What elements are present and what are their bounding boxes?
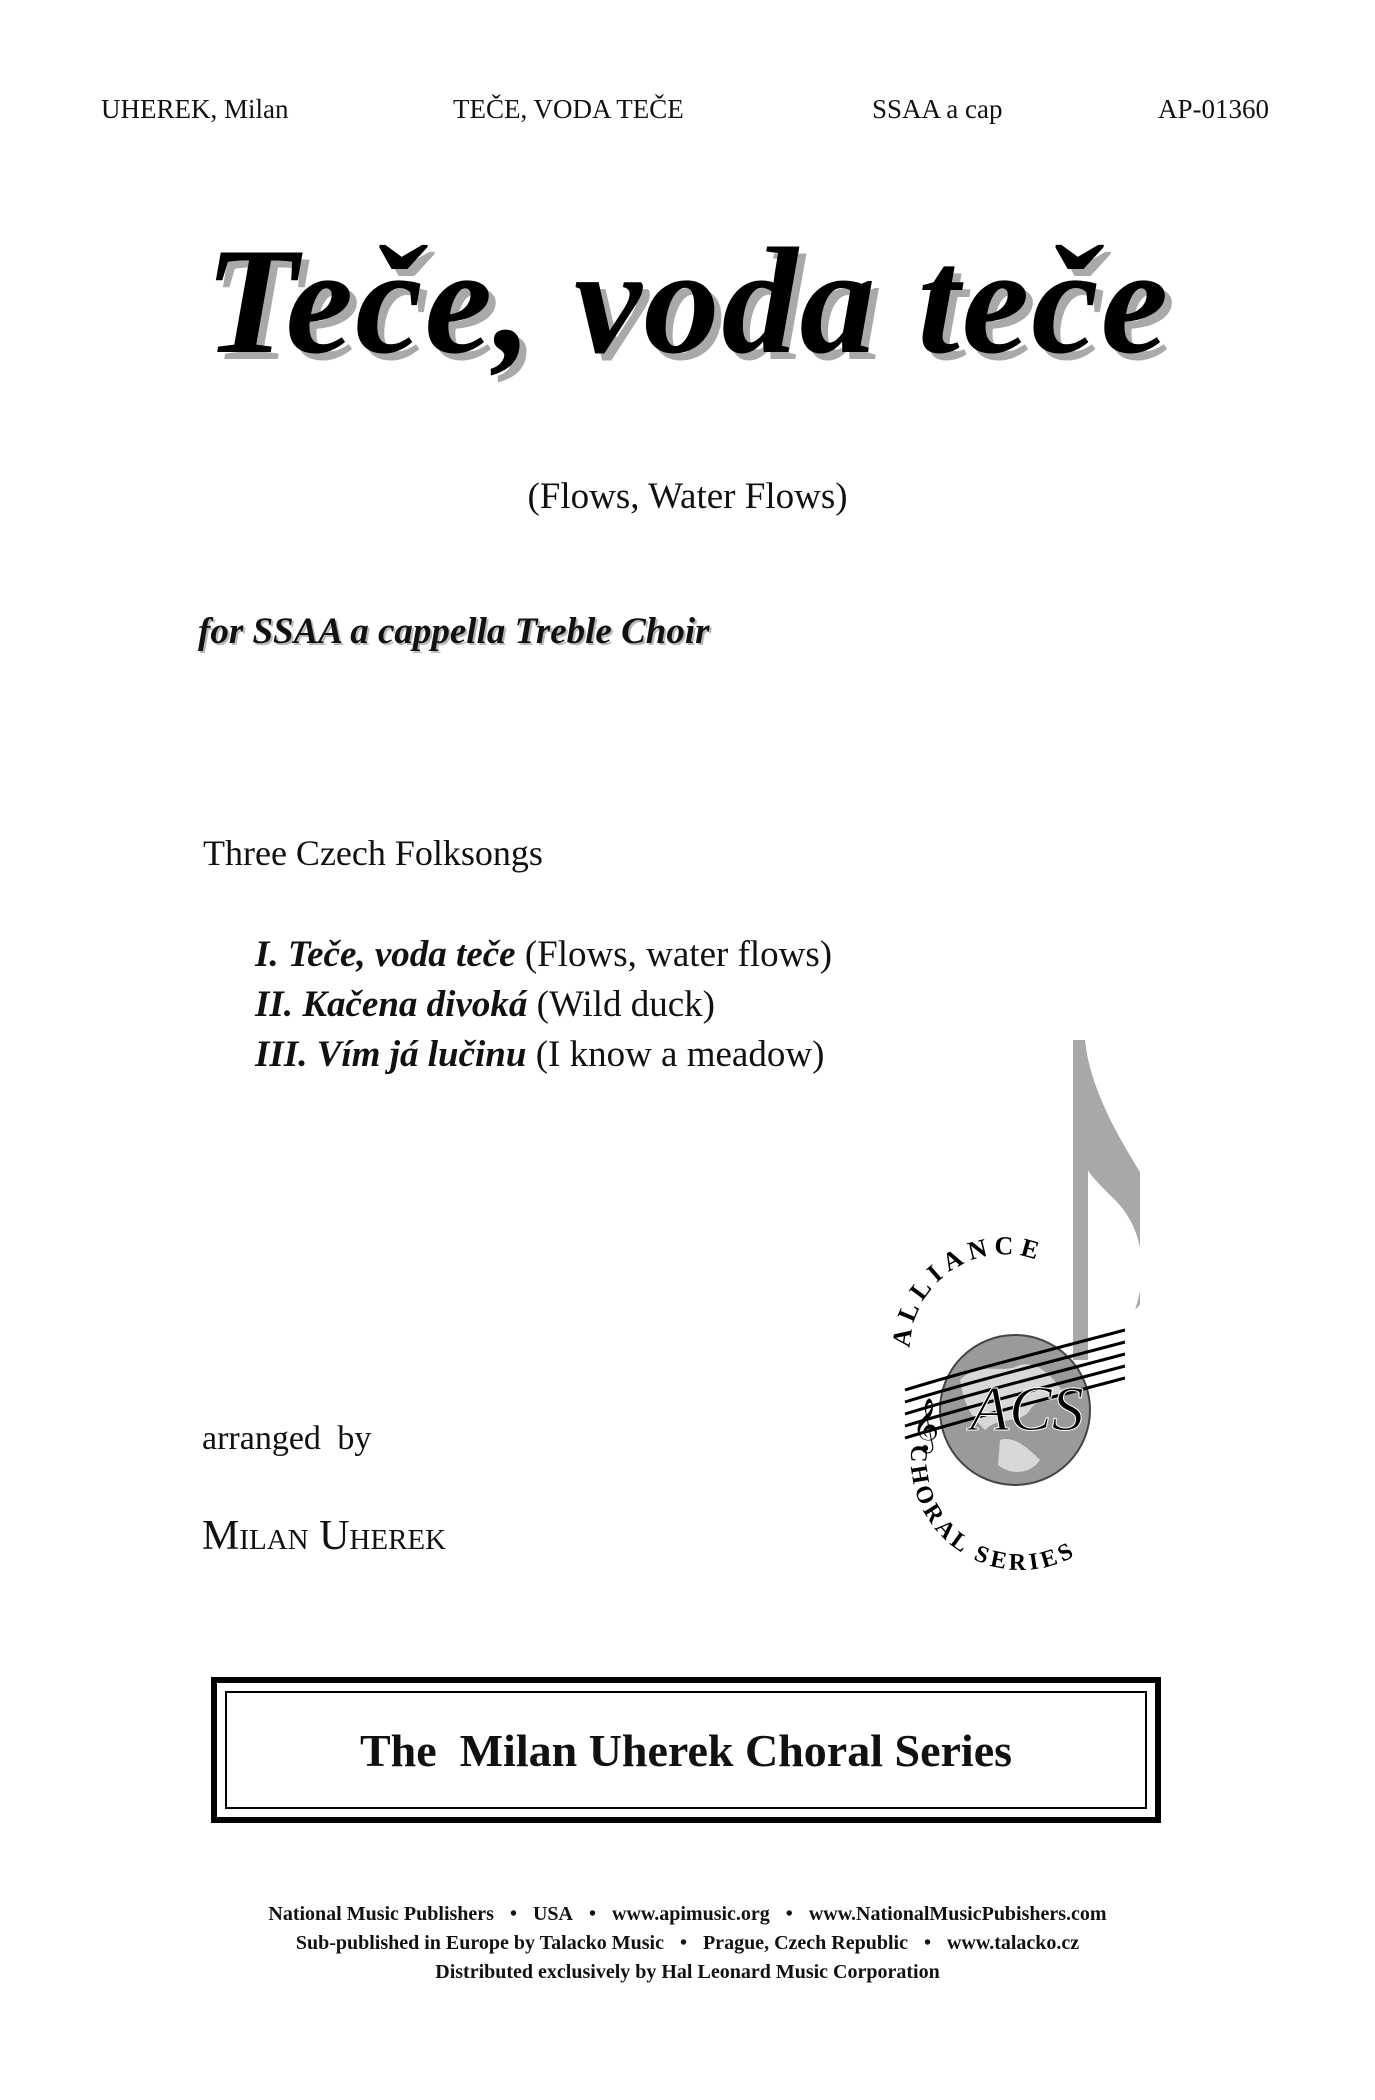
footer-separator: •: [923, 1932, 931, 1954]
series-box-inner: [225, 1691, 1147, 1809]
series-box: [211, 1677, 1161, 1823]
song-translation: (Flows, water flows): [524, 934, 833, 975]
main-title: Teče, voda teče: [204, 217, 1171, 385]
footer-subpublisher: Sub-published in Europe by Talacko Music: [295, 1932, 664, 1954]
footer-location: Prague, Czech Republic: [702, 1932, 908, 1954]
arranged-by-label: arranged by: [202, 1420, 372, 1457]
footer-website: www.talacko.cz: [946, 1932, 1080, 1954]
voicing-line: for SSAA a cappella Treble Choir: [198, 611, 710, 652]
footer-line-2: [0, 1932, 1375, 1955]
footer-separator: •: [509, 1903, 517, 1925]
header-title: TEČE, VODA TEČE: [453, 94, 684, 124]
music-note-globe-logo-icon: [880, 1030, 1140, 1570]
logo-top-text: [886, 1231, 1048, 1349]
footer-separator: •: [679, 1932, 687, 1954]
subtitle: (Flows, Water Flows): [527, 476, 848, 517]
song-translation: (Wild duck): [536, 984, 715, 1025]
list-item: [255, 980, 832, 1030]
footer-line-1: [0, 1903, 1375, 1926]
clef-icon: 𝄞: [912, 1397, 940, 1451]
header-composer: UHEREK, Milan: [101, 94, 289, 124]
header-voicing: SSAA a cap: [872, 94, 1003, 124]
series-title: The Milan Uherek Choral Series: [359, 1724, 1013, 1776]
footer-distributor: Distributed exclusively by Hal Leonard Music Corporation: [435, 1961, 940, 1983]
song-title: Vím já lučinu: [316, 1034, 527, 1075]
logo-bottom-text-path: CHORAL SERIES: [904, 1444, 1081, 1570]
collection-title: Three Czech Folksongs: [203, 833, 543, 873]
footer-website: www.apimusic.org: [612, 1903, 770, 1925]
song-number: II.: [255, 984, 294, 1025]
music-note-icon: [1073, 1040, 1140, 1360]
footer-country: USA: [532, 1903, 573, 1925]
song-translation: (I know a meadow): [535, 1034, 825, 1075]
arranger-name: Milan Uherek: [202, 1513, 447, 1559]
footer-separator: •: [588, 1903, 596, 1925]
logo-top-text-path: ALLIANCE: [886, 1231, 1049, 1349]
list-item: [255, 930, 832, 980]
song-list: [255, 930, 832, 1080]
footer-publisher: National Music Publishers: [268, 1903, 494, 1925]
list-item: [255, 1030, 832, 1080]
logo-mark: ACS: [970, 1373, 1084, 1444]
header-catalog-number: AP-01360: [1158, 94, 1270, 124]
song-title: Teče, voda teče: [287, 934, 516, 975]
footer-website: www.NationalMusicPubishers.com: [808, 1903, 1107, 1925]
song-number: III.: [255, 1034, 308, 1075]
footer-separator: •: [785, 1903, 793, 1925]
song-number: I.: [255, 934, 279, 975]
song-title: Kačena divoká: [302, 984, 528, 1025]
